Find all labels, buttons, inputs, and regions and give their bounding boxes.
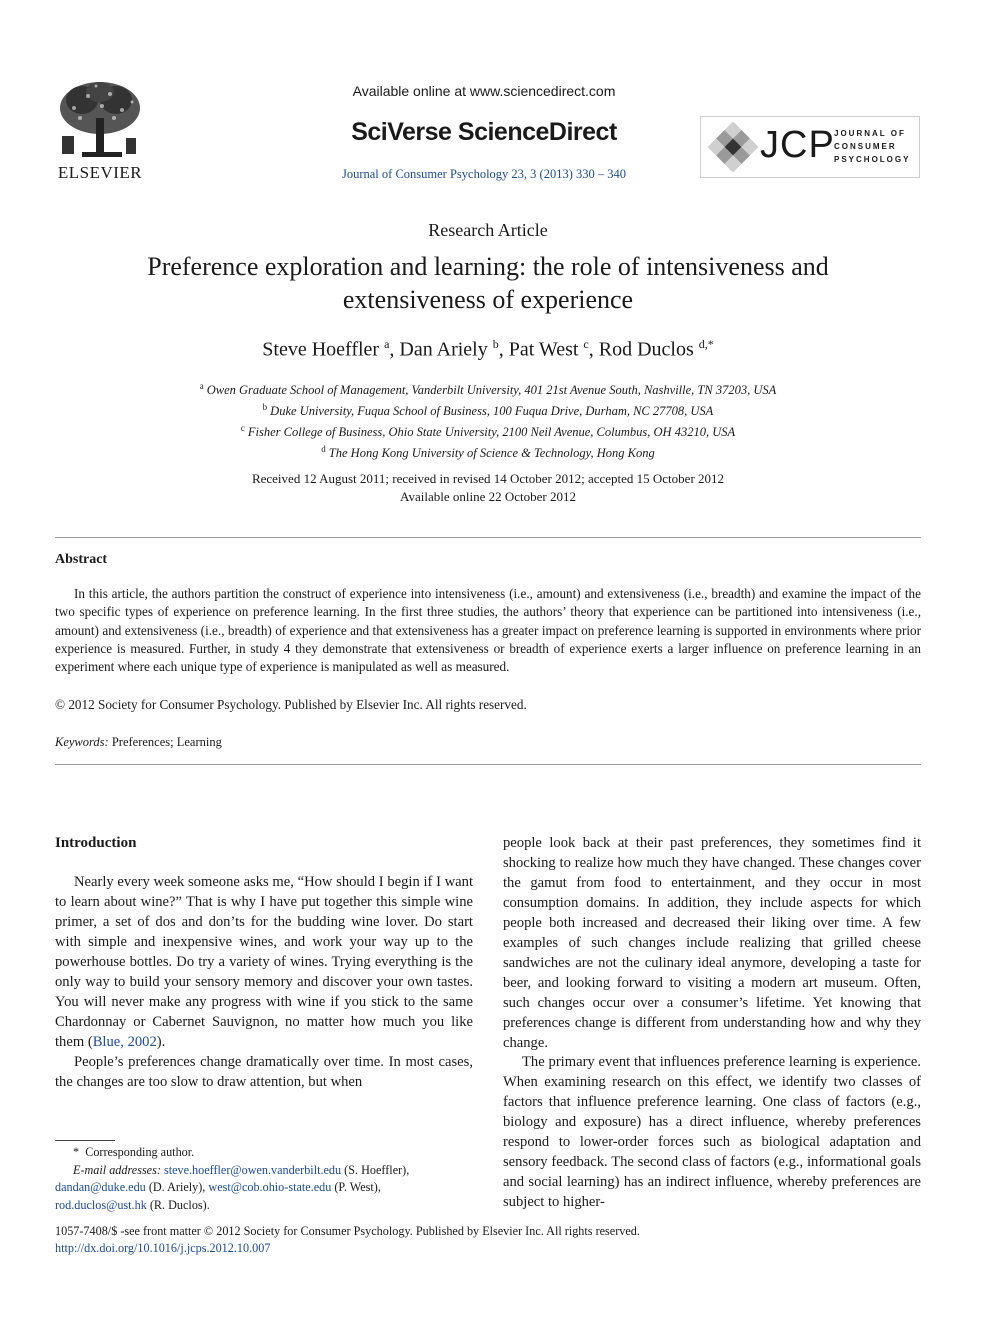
keywords-value: Preferences; Learning	[111, 735, 222, 749]
jcp-subtitle	[834, 127, 910, 166]
article-title: Preference exploration and learning: the role of intensiveness and extensiveness of experience	[147, 252, 829, 314]
author-affil-mark[interactable]: b	[492, 337, 499, 351]
keywords	[55, 735, 222, 750]
affil-mark: a	[199, 381, 204, 391]
received-dates: Received 12 August 2011; received in revised 14 October 2012; accepted 15 October 2012	[251, 471, 725, 486]
issn-block	[55, 1223, 921, 1257]
paragraph-text: ).	[156, 1033, 166, 1050]
abstract-text: In this article, the authors partition the construct of experience into intensiveness (i.e., amount) and extensiveness (i.e., breadth) and examine the impact of the two specific types of experience on preference learning. In the first three studies, the authors’ theory that experience can be partitioned into intensiveness (i.e., amount) and extensiveness (i.e., breadth) of experience and that extensiveness has a greater impact on preference learning is supported in environments where prior experience is measured. Further, in study 4 they demonstrate that extensiveness or breadth of experience exerts a larger influence on preference learning in an experiment where each unique type of experience is manipulated as well as measured.	[55, 586, 921, 675]
jcp-subtitle-line: CONSUMER	[834, 142, 897, 151]
jcp-diamond-icon	[705, 119, 761, 175]
email-link[interactable]: west@cob.ohio-state.edu	[208, 1180, 332, 1194]
paragraph-text: Nearly every week someone asks me, “How should I begin if I want to learn about wine?” That is why I have put together this simple wine primer, a set of dos and don’ts for the budding wine lover. Do start with simple and inexpensive wines, and work your way up to the powerhouse bottles. Do try a variety of wines. Trying everything is the only way to build your sensory memory and discover your own tastes. You will never make any progress with wine if you stick to the same Chardonnay or Cabernet Sauvignon, no matter how much you like them (	[55, 874, 473, 1050]
author-separator: ,	[588, 338, 599, 361]
affil-mark: b	[262, 402, 268, 413]
author-separator: ,	[389, 338, 400, 361]
affiliation-item	[120, 378, 856, 399]
author-affil-mark[interactable]: d,*	[698, 337, 714, 351]
section-heading-introduction: Introduction	[55, 835, 137, 851]
paragraph: people look back at their past preferences, they sometimes find it shocking to realize how much they have changed. These changes cover the gamut from food to entertainment, and they occur in most consumption domains. In addition, they include aspects for which people both increased and decreased their liking over time. A few examples of such changes include realizing that grilled cheese sandwiches are not the culinary ideal anymore, developing a taste for beer, and looking forward to visiting a modern art museum. Often, such changes occur over a consumer’s lifetime. Yet knowing that preferences change is different from understanding how and why they change.	[503, 835, 921, 1051]
doi-link[interactable]: http://dx.doi.org/10.1016/j.jcps.2012.10.007	[55, 1241, 271, 1255]
article-dates	[120, 470, 856, 506]
affil-mark: c	[240, 423, 245, 434]
affil-text: Fisher College of Business, Ohio State University, 2100 Neil Avenue, Columbus, OH 43210, USA	[247, 425, 736, 440]
footnote-divider	[55, 1140, 115, 1141]
email-link[interactable]: dandan@duke.edu	[55, 1180, 146, 1194]
footnotes	[55, 1144, 473, 1214]
email-link[interactable]: rod.duclos@ust.hk	[55, 1197, 147, 1212]
author-affil-mark[interactable]: c	[583, 337, 589, 351]
jcp-subtitle-line: PSYCHOLOGY	[834, 155, 911, 164]
corresponding-text: Corresponding author.	[85, 1145, 195, 1159]
divider	[55, 537, 921, 538]
email-addresses-cont	[55, 1179, 473, 1197]
divider	[55, 764, 921, 765]
right-column	[503, 834, 921, 1213]
author-list	[0, 337, 976, 362]
issn-line: 1057-7408/$ -see front matter © 2012 Society for Consumer Psychology. Published by Elsevier Inc. All rights reserved.	[55, 1224, 640, 1238]
email-owner: (P. West),	[334, 1180, 381, 1194]
paragraph	[55, 873, 473, 1053]
affil-text: The Hong Kong University of Science & Technology, Hong Kong	[328, 446, 655, 461]
affiliation-item	[120, 399, 856, 420]
paragraph: The primary event that influences preference learning is experience. When examining research on this effect, we identify two classes of factors that influence preference learning. One class of factors (e.g., biology and exposure) has a direct influence, whereby preferences respond to lower-order forces such as biological adaptation and sensory feedback. The second class of factors (e.g., informational goals and social learning) has an indirect influence, whereby preferences are subject to higher-	[503, 1054, 921, 1211]
email-addresses	[55, 1162, 473, 1180]
affiliation-item	[120, 420, 856, 441]
corresponding-author-note: * Corresponding author.	[73, 1145, 195, 1159]
affil-mark: d	[321, 444, 326, 455]
journal-citation-link[interactable]: Journal of Consumer Psychology 23, 3 (2013) 330 – 340	[341, 167, 626, 181]
author-name: Dan Ariely	[399, 338, 488, 361]
paragraph: People’s preferences change dramatically over time. In most cases, the changes are too slow to draw attention, but when	[55, 1053, 473, 1090]
author-name: Pat West	[508, 338, 579, 361]
abstract-heading: Abstract	[55, 552, 108, 567]
email-addresses-cont	[55, 1197, 473, 1215]
affiliation-item	[120, 441, 856, 462]
author-affil-mark[interactable]: a	[384, 337, 390, 351]
email-link[interactable]: steve.hoeffler@owen.vanderbilt.edu	[163, 1162, 342, 1177]
affiliation-list	[120, 378, 856, 463]
jcp-subtitle-line: JOURNAL OF	[834, 129, 906, 138]
abstract-copyright: © 2012 Society for Consumer Psychology. Published by Elsevier Inc. All rights reserved.	[55, 697, 527, 712]
author-name: Rod Duclos	[598, 338, 694, 361]
publisher-name: ELSEVIER	[57, 163, 143, 182]
citation-link[interactable]: Blue, 2002	[92, 1033, 157, 1050]
left-column	[55, 873, 473, 1092]
jcp-letters: JCP	[760, 124, 835, 166]
author-name: Steve Hoeffler	[262, 338, 380, 361]
author-separator: ,	[498, 338, 509, 361]
available-online-text: Available online at www.sciencedirect.com	[352, 83, 616, 99]
keywords-label: Keywords:	[55, 735, 109, 749]
email-label: E-mail addresses:	[73, 1162, 161, 1177]
email-owner: (S. Hoeffler),	[344, 1162, 410, 1177]
platform-name: SciVerse ScienceDirect	[351, 118, 617, 146]
article-type: Research Article	[428, 220, 548, 240]
affil-text: Owen Graduate School of Management, Vanderbilt University, 401 21st Avenue South, Nashville, TN 37203, USA	[206, 383, 777, 398]
email-owner: (R. Duclos).	[149, 1197, 210, 1212]
email-owner: (D. Ariely),	[148, 1180, 206, 1194]
available-online-date: Available online 22 October 2012	[400, 489, 576, 504]
affil-text: Duke University, Fuqua School of Business, 100 Fuqua Drive, Durham, NC 27708, USA	[270, 404, 714, 419]
